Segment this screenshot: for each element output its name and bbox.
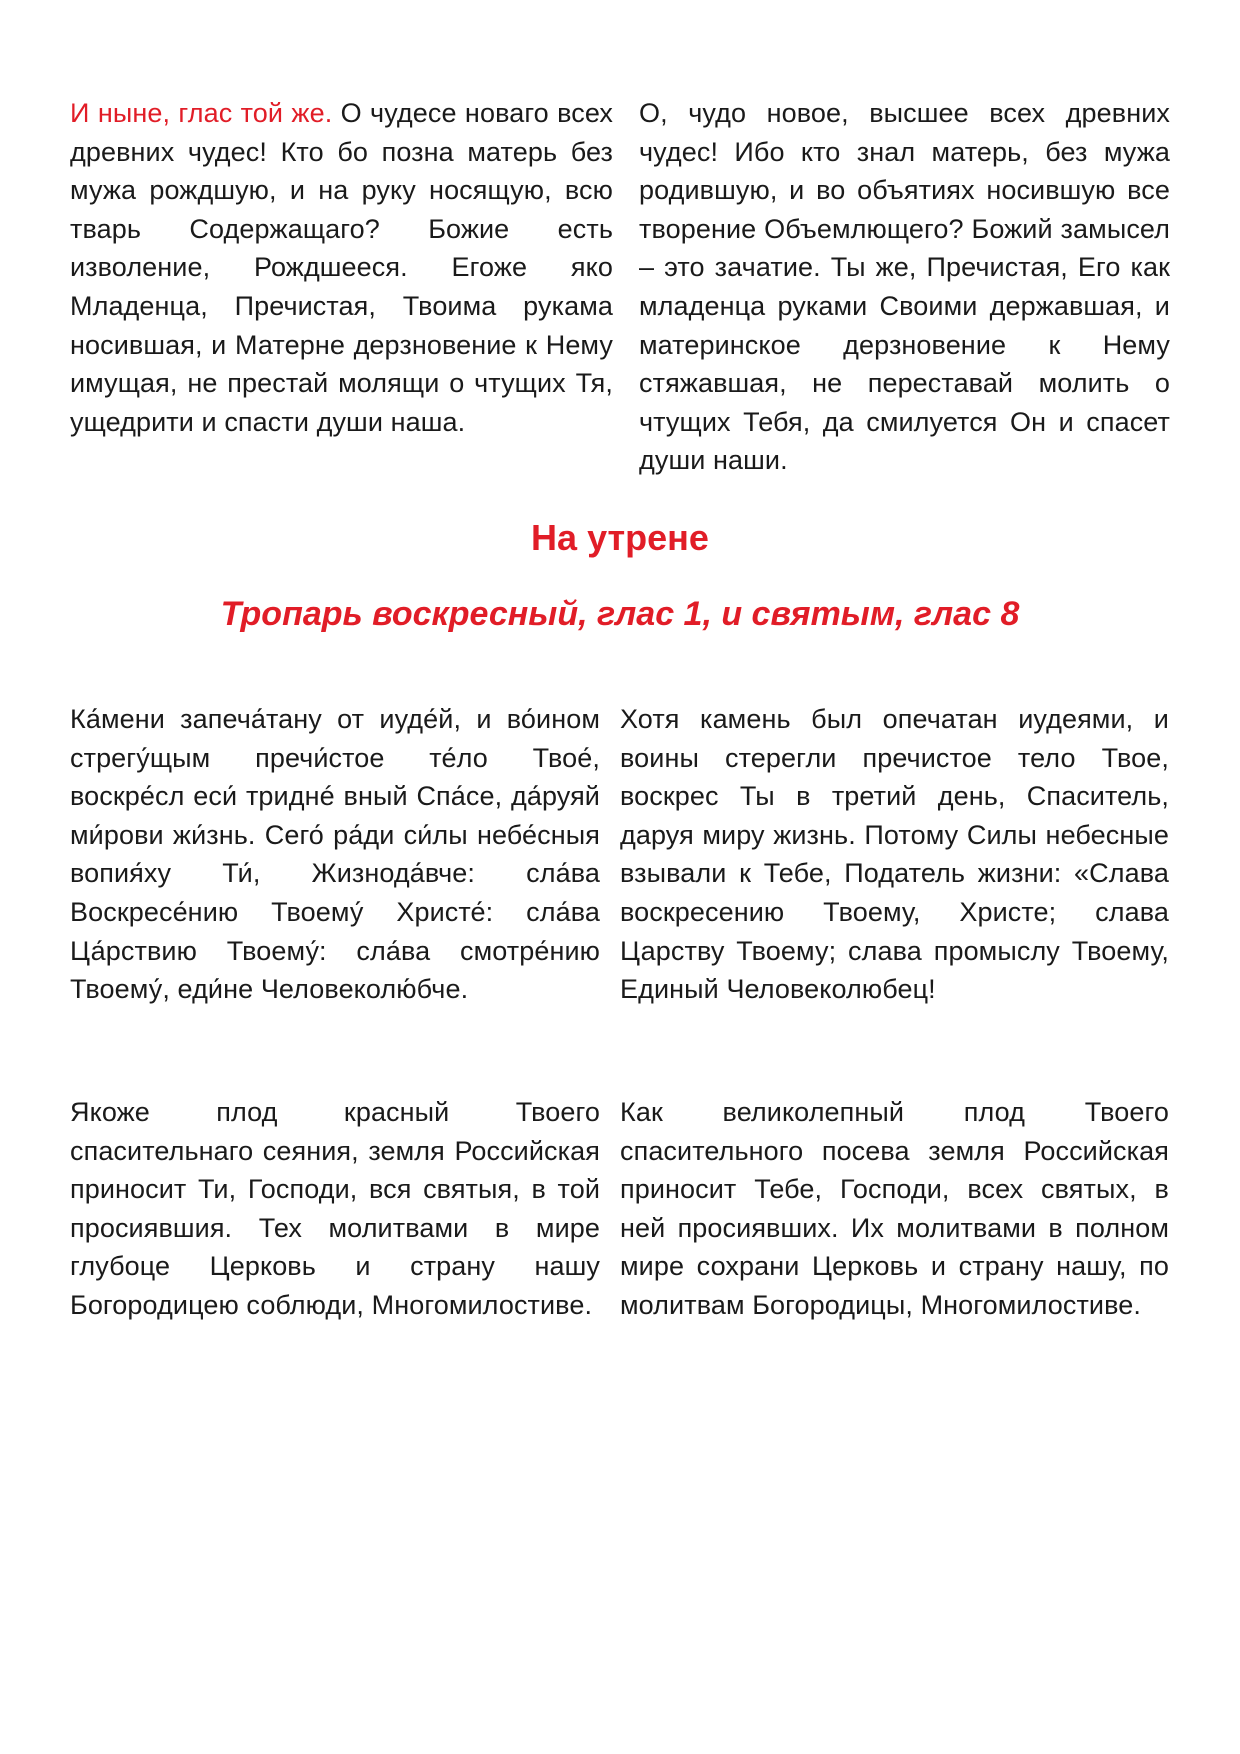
russian-translation-column: Как великолепный плод Твоего спасительного посева земля Российская приносит Тебе, Господи, всех святых, в ней просиявших. Их молитвами в полном мире сохрани Церковь и страну нашу, по молитвам Богородицы, Многомилостиве. [620,1097,1169,1320]
rubric-tone: И ныне, глас той же. [70,98,333,128]
resurrection-troparion-section [70,700,1169,1009]
church-slavonic-column [70,94,613,480]
russian-translation-column: Хотя камень был опечатан иудеями, и воины стерегли пречистое тело Твое, воскрес Ты в третий день, Спаситель, даруя миру жизнь. Потому Силы небесные взывали к Тебе, Податель жизни: «Слава воскресению Твоему, Христе; слава Царству Твоему; слава промыслу Твоему, Единый Человеколюбец! [620,704,1169,1005]
stichera-glory-section [70,94,1170,480]
russian-translation-column: О, чудо новое, высшее всех древних чудес! Ибо кто знал матерь, без мужа родившую, и во объятиях носившую все творение Объемлющего? Божий замысел – это зачатие. Ты же, Пречистая, Его как младенца руками Своими державшая, и материнское дерзновение к Нему стяжавшая, не переставай молить о чтущих Тебя, да смилуется Он и спасет души наши. [639,98,1170,476]
church-slavonic-column: Ка́мени запеча́тану от иуде́й, и во́ином стрегу́щым пречи́стое те́ло Твое́, воскре́сл еси́ триднé вный Спа́се, да́руяй ми́рови жи́знь. Сего́ ра́ди си́лы небе́сныя вопия́ху Ти́, Жизнода́вче: сла́ва Воскресе́нию Твоему́ Христе́: сла́ва Ца́рствию Твоему́: сла́ва смотре́нию Твоему́, еди́не Человеколю́бче. [70,704,600,1005]
church-slavonic-column: Якоже плод красный Твоего спасительнаго сеяния, земля Российская приносит Ти, Господи, вся святыя, в той просиявшия. Тех молитвами в мире глубоце Церковь и страну нашу Богородицею соблюди, Многомилостиве. [70,1097,600,1320]
saints-troparion-section [70,1093,1169,1325]
troparion-heading: Тропарь воскресный, глас 1, и святым, глас 8 [220,595,1020,633]
matins-heading: На утрене [531,517,709,558]
slavonic-hymn-text: О чудесе новаго всех древних чудес! Кто бо позна матерь без мужа рождшую, и на руку носящую, всю тварь Содержащаго? Божие есть изволение, Рождшееся. Егоже яко Младенца, Пречистая, Твоима рукама носившая, и Матерне дерзновение к Нему имущая, не престай молящи о чтущих Тя, ущедрити и спасти души наша. [70,98,613,437]
